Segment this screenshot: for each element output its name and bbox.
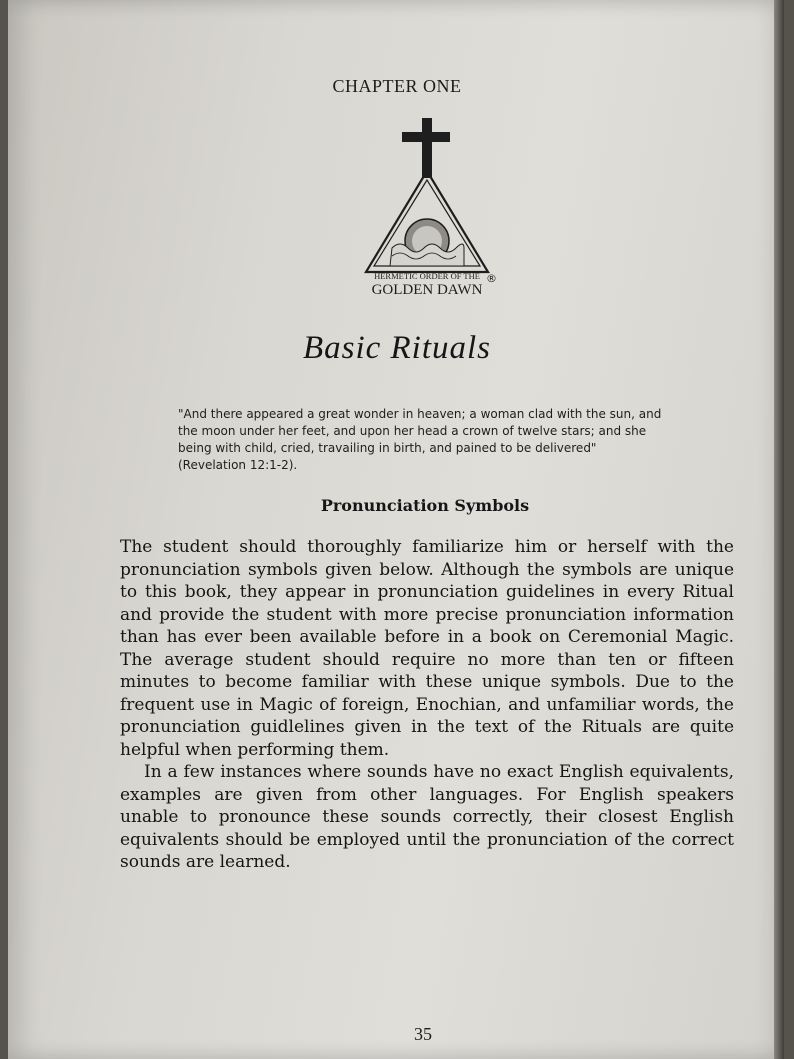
paragraph: In a few instances where sounds have no exact English equivalents, examples are given from other languages. For English speakers unable to pronounce these sounds correctly, their closest English equivalents should be employed until the pronunciation of the correct sounds are learned. <box>120 762 734 872</box>
registered-mark: ® <box>486 272 497 285</box>
page-title: Basic Rituals <box>302 330 492 366</box>
body-text <box>120 536 734 874</box>
emblem-bottom-line: GOLDEN DAWN <box>371 282 483 296</box>
paragraph: The student should thoroughly familiarize him or herself with the pronunciation symbols given below. Although the symbols are unique to this book, they appear in pronunciation guidelines in every Ritual and provide the student with more precise pronunciation information than has ever been available before in a book on Ceremonial Magic. The average student should require no more than ten or fifteen minutes to become familiar with these unique symbols. Due to the frequent use in Magic of foreign, Enochian, and unfamiliar words, the pronunciation guidlelines given in the text of the Rituals are quite helpful when performing them. <box>120 537 734 760</box>
chapter-label: CHAPTER ONE <box>332 76 462 96</box>
golden-dawn-emblem <box>362 116 502 296</box>
rising-sun-icon <box>390 219 464 266</box>
page-edge <box>774 0 784 1059</box>
epigraph: "And there appeared a great wonder in heaven; a woman clad with the sun, and the moon under her feet, and upon her head a crown of twelve stars; and she being with child, cried, travailing in birth, and pained to be delivered" (Revelation 12:1-2). <box>178 407 662 472</box>
emblem-top-line: HERMETIC ORDER OF THE <box>374 271 480 281</box>
cross-icon <box>402 118 450 178</box>
page-number: 35 <box>414 1024 432 1044</box>
section-heading: Pronunciation Symbols <box>320 496 530 515</box>
